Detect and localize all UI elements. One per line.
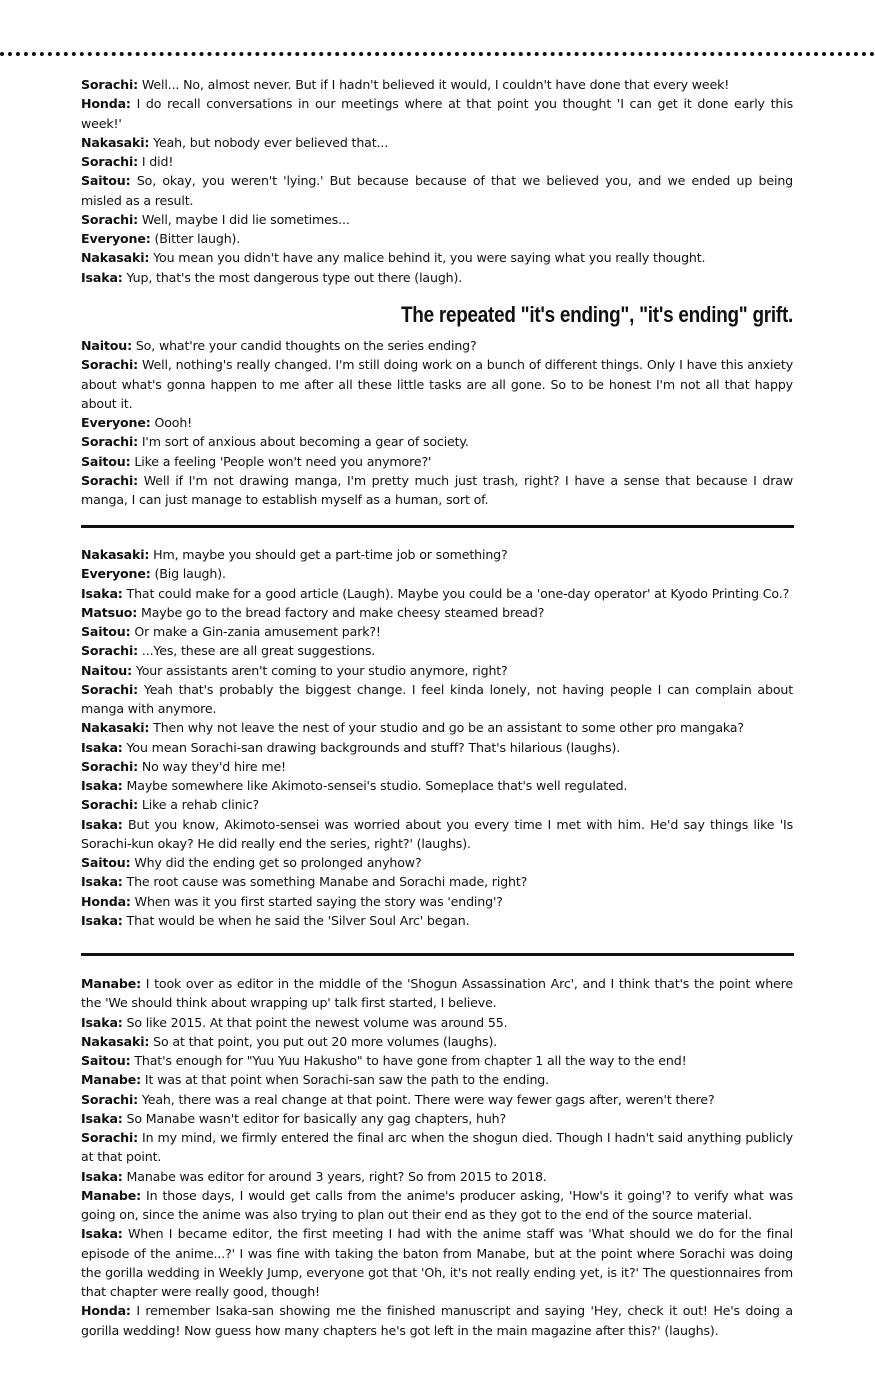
dialogue-line	[81, 1090, 793, 1109]
dialogue-line	[81, 336, 793, 355]
dialogue-text: I'm sort of anxious about becoming a gear of society.	[138, 434, 469, 450]
speaker-name: Isaka:	[81, 739, 123, 755]
speaker-name: Isaka:	[81, 585, 123, 601]
speaker-name: Isaka:	[81, 269, 123, 285]
speaker-name: Matsuo:	[81, 604, 138, 620]
speaker-name: Everyone:	[81, 415, 151, 430]
dialogue-text: I do recall conversations in our meetings where at that point you thought 'I can get it done early this week!'	[81, 96, 793, 131]
dialogue-text: In those days, I would get calls from the anime's producer asking, 'How's it going'? to verify what was going on, since the anime was also trying to plan out their end as they got to the end of the source material.	[81, 1187, 793, 1222]
dialogue-line	[81, 776, 793, 795]
dialogue-text: Oooh!	[150, 415, 193, 430]
dialogue-line	[81, 1109, 793, 1128]
dialogue-text: Maybe somewhere like Akimoto-sensei's studio. Someplace that's well regulated.	[122, 778, 628, 793]
dialogue-text: Well... No, almost never. But if I hadn't believed it would, I couldn't have done that every week!	[138, 77, 730, 92]
speaker-name: Saitou:	[81, 1053, 131, 1068]
dialogue-line	[81, 268, 793, 287]
dialogue-line	[81, 641, 793, 660]
section-divider-1	[81, 525, 794, 528]
speaker-name: Sorachi:	[81, 357, 139, 373]
dialogue-text: So Manabe wasn't editor for basically any gag chapters, huh?	[122, 1110, 507, 1126]
dialogue-line	[81, 545, 793, 564]
speaker-name: Isaka:	[81, 816, 123, 832]
dialogue-text: Or make a Gin-zania amusement park?!	[130, 624, 381, 639]
speaker-name: Nakasaki:	[81, 547, 150, 562]
dialogue-line	[81, 911, 793, 930]
dialogue-line	[81, 1224, 793, 1301]
speaker-name: Naitou:	[81, 338, 132, 353]
dialogue-text: Manabe was editor for around 3 years, right? So from 2015 to 2018.	[122, 1168, 547, 1184]
dialogue-block-2	[81, 336, 793, 509]
speaker-name: Sorachi:	[81, 1091, 139, 1107]
dialogue-text: It was at that point when Sorachi-san saw the path to the ending.	[141, 1072, 549, 1088]
dialogue-line	[81, 853, 793, 872]
dialogue-line	[81, 622, 793, 641]
dialogue-block-3	[81, 545, 793, 930]
section-divider-2	[81, 953, 794, 956]
dialogue-line	[81, 452, 793, 471]
dialogue-text: So at that point, you put out 20 more volumes (laughs).	[149, 1033, 498, 1049]
dialogue-line	[81, 133, 793, 152]
dialogue-block-4	[81, 974, 793, 1340]
speaker-name: Sorachi:	[81, 643, 139, 659]
speaker-name: Sorachi:	[81, 797, 139, 813]
dialogue-line	[81, 1013, 793, 1032]
speaker-name: Nakasaki:	[81, 720, 150, 736]
dialogue-line	[81, 75, 793, 94]
dialogue-line	[81, 1186, 793, 1225]
dialogue-text: So like 2015. At that point the newest volume was around 55.	[122, 1014, 508, 1030]
speaker-name: Manabe:	[81, 1072, 142, 1088]
dialogue-text: I did!	[138, 154, 174, 169]
dialogue-line	[81, 1070, 793, 1089]
speaker-name: Manabe:	[81, 976, 142, 991]
dialogue-text: When was it you first started saying the story was 'ending'?	[130, 893, 503, 909]
speaker-name: Sorachi:	[81, 472, 139, 488]
dialogue-line	[81, 584, 793, 603]
dialogue-text: Well if I'm not drawing manga, I'm pretty much just trash, right? I have a sense that because I draw manga, I can just manage to establish myself as a human, sort of.	[81, 472, 793, 507]
dialogue-line	[81, 210, 793, 229]
speaker-name: Isaka:	[81, 778, 123, 793]
dialogue-line	[81, 872, 793, 891]
dialogue-text: In my mind, we firmly entered the final arc when the shogun died. Though I hadn't said anything publicly at that point.	[81, 1130, 793, 1165]
dialogue-line	[81, 718, 793, 737]
speaker-name: Isaka:	[81, 1226, 123, 1242]
speaker-name: Isaka:	[81, 874, 123, 890]
dialogue-text: The root cause was something Manabe and Sorachi made, right?	[122, 874, 528, 890]
dialogue-line	[81, 1032, 793, 1051]
dialogue-text: Yup, that's the most dangerous type out there (laugh).	[122, 269, 463, 285]
dialogue-text: Why did the ending get so prolonged anyhow?	[130, 855, 422, 870]
dialogue-line	[81, 757, 793, 776]
dialogue-text: When I became editor, the first meeting I had with the anime staff was 'What should we do for the final episode of the anime...?' I was fine with taking the baton from Manabe, but at the point where Sorachi was doing the gorilla wedding in Weekly Jump, everyone got that 'Oh, it's not really ending yet, is it?' The questionnaires from that chapter were really good, though!	[81, 1226, 793, 1299]
speaker-name: Isaka:	[81, 1110, 123, 1126]
speaker-name: Saitou:	[81, 624, 131, 639]
dialogue-line	[81, 795, 793, 814]
dialogue-text: Well, nothing's really changed. I'm still doing work on a bunch of different things. Only I have this anxiety about what's gonna happen to me after all these little tasks are all gone. So to be honest I'm not all that happy about it.	[81, 357, 793, 411]
dialogue-line	[81, 229, 793, 248]
speaker-name: Everyone:	[81, 231, 151, 246]
speaker-name: Sorachi:	[81, 681, 139, 697]
speaker-name: Honda:	[81, 893, 131, 909]
dialogue-text: That could make for a good article (Laugh). Maybe you could be a 'one-day operator' at Kyodo Printing Co.?	[122, 585, 790, 601]
speaker-name: Nakasaki:	[81, 134, 150, 150]
speaker-name: Manabe:	[81, 1187, 142, 1203]
dialogue-text: Like a rehab clinic?	[138, 797, 260, 813]
dialogue-text: So, okay, you weren't 'lying.' But because because of that we believed you, and we ended up being misled as a result.	[81, 173, 793, 208]
speaker-name: Nakasaki:	[81, 250, 150, 266]
dialogue-text: You mean you didn't have any malice behind it, you were saying what you really thought.	[149, 250, 706, 266]
speaker-name: Isaka:	[81, 1168, 123, 1184]
speaker-name: Saitou:	[81, 173, 131, 189]
dialogue-line	[81, 1167, 793, 1186]
speaker-name: Sorachi:	[81, 434, 139, 450]
speaker-name: Honda:	[81, 96, 131, 112]
dialogue-text: Yeah, there was a real change at that point. There were way fewer gags after, weren't there?	[138, 1091, 715, 1107]
speaker-name: Saitou:	[81, 453, 131, 469]
speaker-name: Sorachi:	[81, 1130, 139, 1145]
dialogue-text: Well, maybe I did lie sometimes...	[138, 211, 350, 227]
dialogue-line	[81, 974, 793, 1013]
dialogue-line	[81, 815, 793, 854]
dialogue-text: You mean Sorachi-san drawing backgrounds and stuff? That's hilarious (laughs).	[122, 739, 621, 755]
speaker-name: Sorachi:	[81, 758, 139, 774]
dialogue-text: But you know, Akimoto-sensei was worried about you every time I met with him. He'd say things like 'Is Sorachi-kun okay? He did really end the series, right?' (laughs).	[81, 816, 793, 851]
speaker-name: Honda:	[81, 1303, 131, 1319]
dialogue-line	[81, 1128, 793, 1167]
dialogue-line	[81, 471, 793, 510]
dialogue-block-1	[81, 75, 793, 287]
dialogue-text: That's enough for "Yuu Yuu Hakusho" to have gone from chapter 1 all the way to the end!	[130, 1053, 687, 1068]
dialogue-text: Like a feeling 'People won't need you anymore?'	[130, 453, 432, 469]
dialogue-text: I took over as editor in the middle of the 'Shogun Assassination Arc', and I think that's the point where the 'We should think about wrapping up' talk first started, I believe.	[81, 976, 793, 1011]
dialogue-text: Hm, maybe you should get a part-time job or something?	[149, 547, 508, 562]
dialogue-text: ...Yes, these are all great suggestions.	[138, 643, 376, 659]
section-title: The repeated "it's ending", "it's ending" grift.	[400, 302, 793, 327]
speaker-name: Nakasaki:	[81, 1033, 150, 1049]
dialogue-line	[81, 432, 793, 451]
dialogue-text: No way they'd hire me!	[138, 758, 286, 774]
speaker-name: Sorachi:	[81, 211, 139, 227]
dialogue-line	[81, 661, 793, 680]
dialogue-line	[81, 738, 793, 757]
speaker-name: Sorachi:	[81, 154, 139, 169]
dialogue-text: Your assistants aren't coming to your studio anymore, right?	[131, 662, 508, 678]
dialogue-text: I remember Isaka-san showing me the finished manuscript and saying 'Hey, check it out! He's doing a gorilla wedding! Now guess how many chapters he's got left in the main magazine after this?' (laughs).	[81, 1303, 793, 1338]
speaker-name: Everyone:	[81, 566, 151, 582]
dialogue-line	[81, 680, 793, 719]
dialogue-line	[81, 603, 793, 622]
dialogue-text: That would be when he said the 'Silver Soul Arc' began.	[122, 912, 470, 928]
speaker-name: Sorachi:	[81, 77, 139, 92]
speaker-name: Isaka:	[81, 1014, 123, 1030]
speaker-name: Naitou:	[81, 662, 132, 678]
dialogue-text: Maybe go to the bread factory and make cheesy steamed bread?	[137, 604, 545, 620]
dialogue-line	[81, 564, 793, 583]
dialogue-line	[81, 1051, 793, 1070]
dialogue-line	[81, 171, 793, 210]
dialogue-line	[81, 1301, 793, 1340]
dialogue-line	[81, 248, 793, 267]
dialogue-text: (Big laugh).	[150, 566, 226, 582]
dialogue-line	[81, 152, 793, 171]
dialogue-text: Then why not leave the nest of your studio and go be an assistant to some other pro mangaka?	[149, 720, 744, 736]
dialogue-line	[81, 355, 793, 413]
speaker-name: Isaka:	[81, 912, 123, 928]
speaker-name: Saitou:	[81, 855, 131, 870]
dialogue-line	[81, 413, 793, 432]
dialogue-text: (Bitter laugh).	[150, 231, 241, 246]
dialogue-line	[81, 94, 793, 133]
top-dotted-divider	[0, 52, 875, 56]
dialogue-line	[81, 892, 793, 911]
dialogue-text: So, what're your candid thoughts on the series ending?	[131, 338, 477, 353]
dialogue-text: Yeah, but nobody ever believed that...	[149, 134, 389, 150]
dialogue-text: Yeah that's probably the biggest change. I feel kinda lonely, not having people I can complain about manga with anymore.	[81, 681, 793, 716]
